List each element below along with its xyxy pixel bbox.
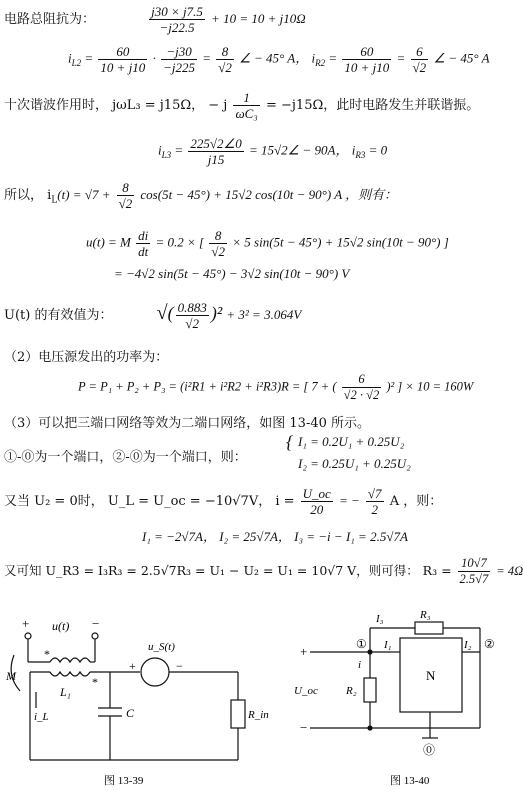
fig39-u-label: u(t): [52, 619, 70, 633]
resistor-R2: [364, 678, 376, 702]
il-frac: [117, 180, 135, 211]
power-heading: （2）电压源发出的功率为：: [4, 350, 169, 365]
frac-den: j15: [207, 152, 225, 167]
fig40-minus: −: [300, 720, 308, 735]
il3-tail: = 15√2∠ − 90A， i: [248, 142, 356, 158]
fig39-dot2: *: [92, 675, 98, 689]
twoport-heading: （3）可以把三端口网络等效为二端口网络，如图 13-40 所示。: [4, 416, 371, 431]
il-line: [4, 180, 397, 211]
fig39-iL-label: i_L: [34, 711, 49, 723]
ir3-sub: R3: [355, 150, 366, 161]
rms-frac: [176, 300, 209, 331]
sqrt-symbol: √: [156, 302, 168, 324]
fig40-Uoc-label: U_oc: [294, 685, 318, 697]
frac-den: √2: [118, 196, 133, 211]
i-frac2: [366, 486, 384, 517]
ut-lhs: u(t) = M: [86, 234, 131, 250]
impedance-fraction: [149, 4, 205, 35]
angle-1: ∠ − 45° A，: [239, 50, 309, 66]
rms-prefix: U(t) 的有效值为：: [4, 308, 113, 323]
fig39-C-label: C: [126, 706, 135, 720]
frac-den: 2: [371, 502, 378, 517]
fig40-plus: +: [300, 644, 308, 659]
frac-num: −j30: [161, 44, 197, 60]
frac-8: [216, 44, 234, 75]
frac-num: 8: [117, 180, 135, 196]
u2-tail: A ，则：: [389, 494, 443, 509]
ut-deriv: [136, 228, 150, 259]
frac-num: √7: [367, 486, 382, 501]
frac-den: −j225: [163, 60, 195, 75]
u2-text: 又当 U₂ = 0时， U_L = U_oc = −10√7V， i =: [4, 494, 295, 509]
currents-line: I₁ = −2√7A， I₂ = 25√7A， I₃ = −i − I₁ = 2.5√7A: [142, 529, 408, 544]
fig39-plus: +: [22, 616, 30, 631]
frac-den: √2 · √2: [343, 388, 380, 402]
fig39-caption: 图 13-39: [104, 775, 144, 787]
il-mid: (t) = √7 +: [57, 187, 111, 202]
r3-tail: = 4Ω: [496, 564, 523, 578]
frac-den: dt: [138, 244, 149, 259]
frac-den: √2: [185, 316, 200, 331]
frac-num: di: [138, 228, 149, 243]
port-text: ①-⓪为一个端口，②-⓪为一个端口，则：: [4, 450, 247, 465]
fig39-us-label: u_S(t): [148, 641, 175, 653]
fig39-M-label: M: [6, 669, 16, 683]
frac-num: 1: [233, 90, 259, 106]
il2-symbol: i: [68, 50, 72, 66]
fig39-dot1: *: [44, 647, 50, 661]
frac-num: 60: [342, 44, 391, 60]
i-frac: [301, 486, 333, 517]
frac-num: 225√2∠0: [190, 136, 242, 151]
inductor-L1: [50, 672, 90, 676]
fig39-us-minus: −: [176, 659, 183, 673]
frac-num: 0.883: [177, 300, 207, 315]
impedance-num: j30 × j7.5: [151, 4, 203, 19]
harmonic-line: [4, 90, 479, 121]
frac-num: 6: [411, 44, 429, 60]
fig40-i-label: i: [358, 659, 362, 671]
frac-60-a: [98, 44, 147, 75]
frac-num: 6: [342, 372, 382, 388]
paren-close: )²: [210, 303, 223, 323]
power-frac: [342, 372, 382, 403]
fig40-I3-label: I₃: [376, 613, 384, 625]
brace: {: [286, 432, 294, 452]
frac-den: √2: [211, 244, 225, 259]
angle-2: ∠ − 45° A: [433, 50, 490, 66]
fig40-node0: ⓪: [423, 743, 436, 757]
paren-open: (: [167, 303, 174, 323]
fig40-R3-label: R₃: [420, 609, 431, 621]
power-tail: )² ] × 10 = 160W: [386, 379, 474, 394]
terminal-plus: [25, 633, 31, 639]
power-line: [78, 372, 473, 403]
harmonic-text: 十次谐波作用时， jωL₃ = j15Ω， − j: [4, 98, 228, 113]
frac-num: 8: [216, 44, 234, 60]
inductor-upper: [50, 658, 90, 662]
impedance-den: −j22.5: [159, 20, 195, 35]
fig40-N-label: N: [426, 668, 436, 683]
ut-inner-frac: [209, 228, 227, 259]
ut-tail: × 5 sin(5t − 45°) + 15√2 sin(10t − 90°) ]: [232, 234, 449, 250]
ir2-symbol: i: [311, 50, 316, 66]
il2-sub: L2: [71, 58, 82, 69]
power-text: P = P₁ + P₂ + P₃ = (i²R1 + i²R2 + i²R3)R = [ 7 + (: [78, 379, 337, 394]
il-prefix: 所以， i: [4, 188, 52, 203]
frac-den: √2: [412, 60, 427, 75]
u2-zero-line: [4, 486, 442, 517]
fig39-us-plus: +: [129, 659, 136, 673]
harmonic-tail: = −j15Ω，此时电路发生并联谐振。: [265, 98, 480, 113]
fig39-L1-label: L₁: [60, 685, 71, 699]
r3-frac: [458, 556, 491, 587]
voltage-source: [141, 658, 169, 686]
frac-num: U_oc: [302, 486, 331, 501]
il-tail: cos(5t − 45°) + 15√2 cos(10t − 90°) A ，则有：: [140, 187, 398, 202]
figure-13-40: [280, 600, 510, 790]
frac-den: √2: [218, 60, 232, 75]
il-sub: L: [51, 195, 58, 206]
fig40-R2-label: R₂: [346, 685, 357, 697]
node-dot: [368, 726, 372, 730]
fig39-minus: −: [92, 616, 100, 631]
resistor-R3: [415, 622, 443, 634]
terminal-minus: [92, 633, 98, 639]
frac-den: 20: [310, 502, 324, 517]
il3-symbol: i: [158, 142, 162, 158]
r3-line: [4, 556, 523, 587]
il3-line: $i_{L3}$ = $\frac{225√2\angle 0}{j15}$ = 15√2∠ − 90A， $i_{R3} = 0$: [158, 136, 388, 167]
frac-num: 10√7: [458, 556, 491, 572]
frac-j30: [161, 44, 197, 75]
mult-dot: ·: [152, 50, 156, 66]
il3-end: = 0: [365, 142, 388, 158]
fig40-node1: ①: [356, 637, 367, 651]
current-line: $i_{L2}$ = $\frac{60}{10 + j10}$ · $\frac{-j30}{-j225}$ = $\frac{8}{√2}$ ∠ − 45° A， $i_{R2}$ = $\frac{60}{10 + j10}$ = $\frac{6}{√2}$ ∠ − 45° A: [68, 44, 490, 75]
impedance-tail: + 10 = 10 + j10Ω: [211, 11, 306, 26]
ut-line: [86, 228, 449, 259]
resistor-Rin: [231, 700, 245, 728]
impedance-line: [4, 4, 306, 35]
frac-den: 2.5√7: [459, 572, 489, 586]
impedance-prefix: 电路总阻抗为：: [4, 12, 96, 27]
i-eq: = −: [338, 493, 360, 508]
il3-frac: [188, 136, 243, 167]
il3-sub: L3: [161, 150, 172, 161]
eq-i1: I₁ = 0.2U₁ + 0.25U₂: [298, 434, 405, 449]
ir2-sub: R2: [315, 58, 326, 69]
rms-tail: + 3² = 3.064V: [226, 307, 302, 322]
figure-13-39: [0, 600, 270, 790]
r3-text: 又可知 U_R3 = I₃R₃ = 2.5√7R₃ = U₁ − U₂ = U₁ = 10√7 V，则可得： R₃ =: [4, 563, 452, 578]
frac-den: 10 + j10: [344, 60, 390, 75]
frac-den: 10 + j10: [100, 60, 146, 75]
harmonic-frac: [233, 90, 259, 121]
frac-60-b: [342, 44, 391, 75]
frac-den: ωC₃: [235, 106, 258, 121]
fig40-caption: 图 13-40: [390, 775, 430, 787]
ut-mid: = 0.2 × [: [155, 234, 205, 250]
fig40-I1-label: I₁: [384, 639, 392, 651]
eq-i2: I₂ = 0.25U₁ + 0.25U₂: [298, 456, 411, 471]
frac-6: [411, 44, 429, 75]
fig39-Rin-label: R_in: [248, 709, 269, 721]
port-line: [4, 446, 247, 465]
fig40-node2: ②: [484, 637, 495, 651]
rms-line: [4, 300, 301, 331]
frac-num: 8: [209, 228, 227, 244]
fig40-I2-label: I₂: [464, 639, 472, 651]
node-dot: [368, 650, 372, 654]
frac-num: 60: [98, 44, 147, 60]
ut-result: = −4√2 sin(5t − 45°) − 3√2 sin(10t − 90°) V: [114, 266, 350, 281]
